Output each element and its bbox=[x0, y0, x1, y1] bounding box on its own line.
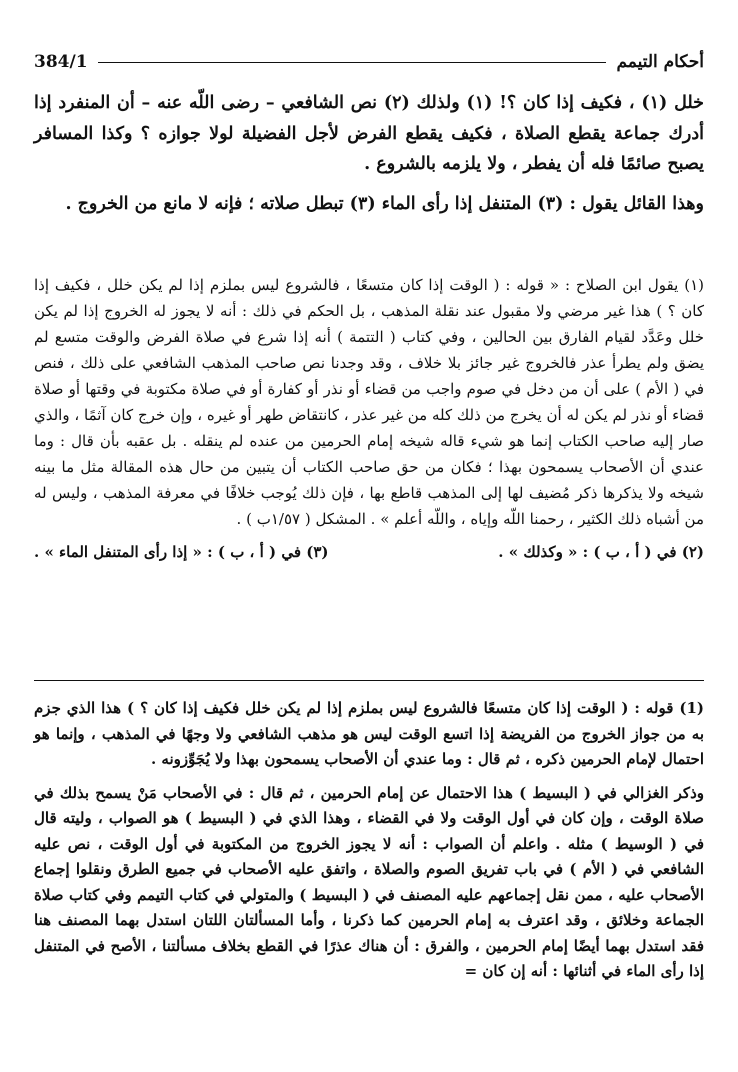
footnotes-short bbox=[34, 539, 704, 565]
main-paragraph: وهذا القائل يقول : (٣) المتنفل إذا رأى الماء (٣) تبطل صلاته ؛ فإنه لا مانع من الخروج . bbox=[65, 193, 704, 214]
header-rule bbox=[98, 62, 607, 63]
page-number: 384/1 bbox=[34, 52, 88, 72]
commentary-divider bbox=[34, 680, 704, 681]
main-paragraph: خلل (١) ، فكيف إذا كان ؟! (١) ولذلك (٢) نص الشافعي – رضى اللّه عنه – أن المنفرد إذا أدرك جماعة يقطع الصلاة ، فكيف يقطع الفرض لأجل الفضيلة لولا جوازه ؟ وكذا المسافر يصبح صائمًا فله أن يفطر ، ولا يلزمه بالشروع . bbox=[34, 93, 704, 174]
footnotes bbox=[34, 272, 704, 565]
commentary-paragraph: (1) قوله : ( الوقت إذا كان متسعًا فالشروع ليس بملزم إذا لم يكن خلل فكيف إذا كان ؟ ) هذا الذي جزم به من جواز الخروج من الفريضة إذا اتسع الوقت ليس هو مذهب الشافعي ولا وجهًا في المذهب ، وإنما هو احتمال لإمام الحرمين ذكره ، ثم قال : وما عندي أن الأصحاب يسمحون بهذا ولا يُجَوِّزونه . bbox=[34, 699, 704, 768]
footnote-1: (١) يقول ابن الصلاح : « قوله : ( الوقت إذا كان متسعًا ، فالشروع ليس بملزم إذا لم يكن خلل ، فكيف إذا كان ؟ ) هذا غير مرضي ولا مقبول عند نقلة المذهب ، بل الحكم في ذلك : أنه لا يجوز له الخروج إذا لم يكن خلل وعَدَّد لقيام الفارق بين الحالين ، وفي كتاب ( التتمة ) أنه إذا شرع في صلاة الفرض والوقت متسع لم يضق ولم يطرأ عذر فالخروج غير جائز بلا خلاف ، وقد وجدنا نص صاحب المذهب الشافعي على ذلك ، فنص في ( الأم ) على أن من دخل في صوم واجب من قضاء أو نذر أو كفارة أو في صلاة مكتوبة في وقتها أو صلاة قضاء أو نذر لم يكن له أن يخرج من ذلك كله من غير عذر ، كانتقاض طهر أو غيره ، وإن خرج كان آثمًا ، والذي صار إليه صاحب الكتاب إنما هو شيء قاله شيخه إمام الحرمين من عنده لم ينقله . بل عقبه بأن قال : وما عندي أن الأصحاب يسمحون بهذا ؛ فكان من حق صاحب الكتاب أن يتبين من حال هذه المقالة مثل ما بينه شيخه ولا يذكرها ذكر مُضيف لها إلى المذهب قاطع بها ، فإن ذلك يُوجب خلافًا في معرفة المذهب ، وليس له من أشباه ذلك الكثير ، رحمنا اللّه وإياه ، واللّه أعلم » . المشكل ( ١/٥٧ب ) . bbox=[34, 276, 704, 528]
commentary-paragraph: وذكر الغزالي في ( البسيط ) هذا الاحتمال عن إمام الحرمين ، ثم قال : في الأصحاب مَنْ يسمح بذلك في صلاة الوقت ، وإن كان في أول الوقت ولا في القضاء ، وهذا الذي في ( البسيط ) هو الصواب ، وليته قال في ( الوسيط ) مثله . واعلم أن الصواب : أنه لا يجوز الخروج من المكتوبة في أول الوقت ، نص عليه الشافعي في ( الأم ) في باب تفريق الصوم والصلاة ، واتفق عليه الأصحاب في جميع الطرق ونقلوا إجماع الأصحاب عليه ، ممن نقل إجماعهم عليه المصنف في ( البسيط ) والمتولي في كتاب التيمم وفي كتاب صلاة الجماعة وخلائق ، وقد اعترف به إمام الحرمين كما ذكرنا ، وأما المسألتان اللتان استدل بهما المصنف هنا فقد استدل بهما أيضًا إمام الحرمين ، والفرق : أن هناك عذرًا في القطع بخلاف مسألتنا ، الأصح في المتنفل إذا رأى الماء في أثنائها : أنه إن كان = bbox=[34, 783, 704, 980]
footnote-2: (٢) في ( أ ، ب ) : « وكذلك » . bbox=[498, 543, 704, 561]
main-text bbox=[34, 88, 704, 219]
book-page bbox=[34, 0, 704, 1072]
running-header bbox=[34, 50, 704, 74]
commentary bbox=[34, 696, 704, 985]
footnote-3: (٣) في ( أ ، ب ) : « إذا رأى المتنفل الماء » . bbox=[34, 543, 329, 561]
book-title: أحكام التيمم bbox=[616, 52, 704, 72]
